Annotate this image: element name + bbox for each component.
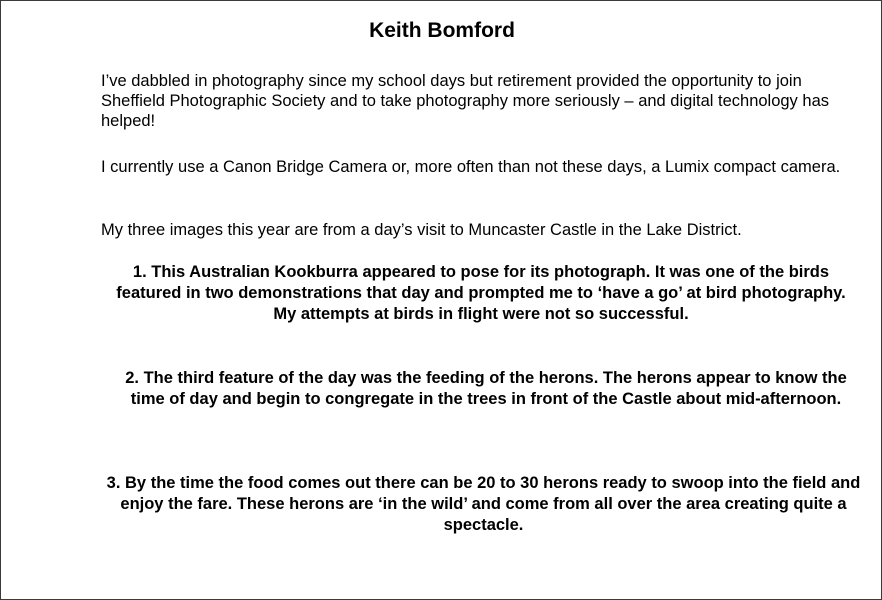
intro-paragraph: I’ve dabbled in photography since my school days but retirement provided the opportunity to join Sheffield Photographic Society and to take photography more seriously – and digital technology has helped!: [101, 72, 829, 130]
caption-3: 3. By the time the food comes out there can be 20 to 30 herons ready to swoop into the field and enjoy the fare. These herons are ‘in the wild’ and come from all over the area creating quite a spectacle.: [106, 474, 861, 534]
caption-2: 2. The third feature of the day was the feeding of the herons. The herons appear to know the time of day and begin to congregate in the trees in front of the Castle about mid-afternoon.: [125, 369, 847, 408]
camera-paragraph: I currently use a Canon Bridge Camera or, more often than not these days, a Lumix compact camera.: [101, 158, 841, 176]
page-title: Keith Bomford: [369, 19, 515, 42]
images-paragraph: My three images this year are from a day’s visit to Muncaster Castle in the Lake District.: [101, 221, 742, 239]
caption-1: 1. This Australian Kookburra appeared to pose for its photograph. It was one of the birds featured in two demonstrations that day and prompted me to ‘have a go’ at bird photography. My attempts at birds in flight were not so successful.: [116, 263, 846, 323]
